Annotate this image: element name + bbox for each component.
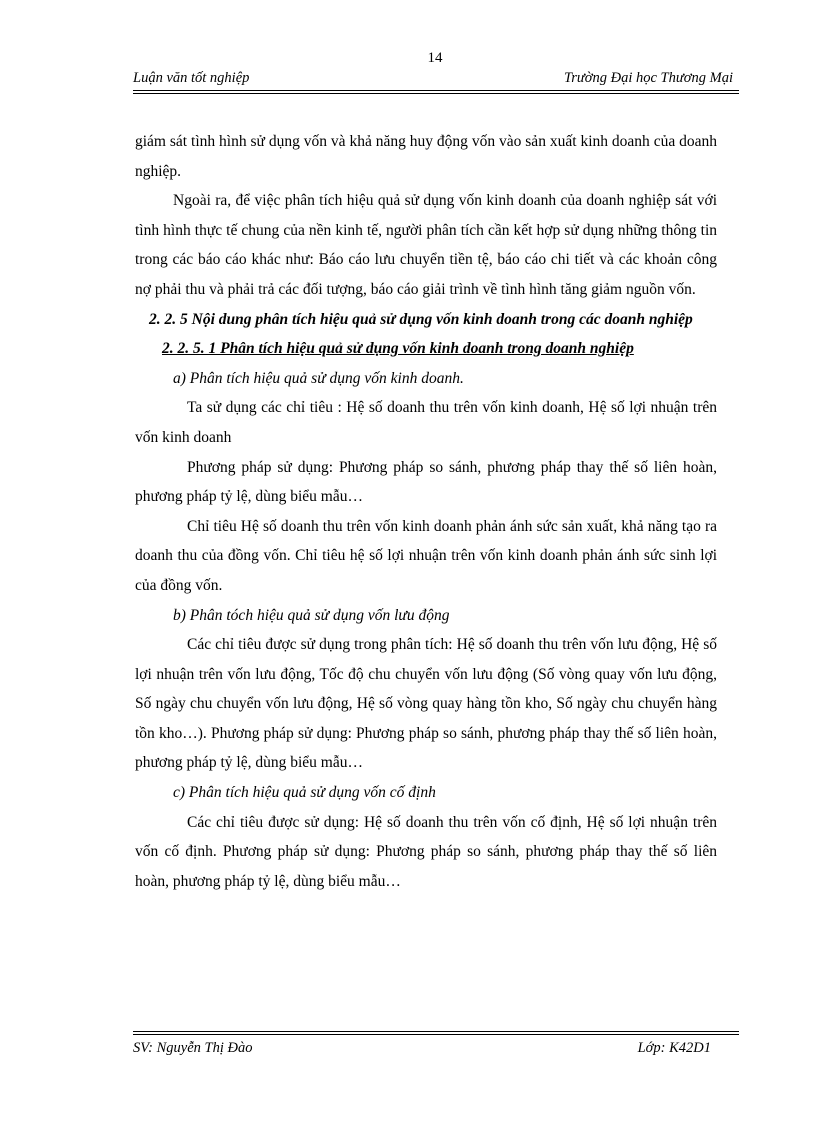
footer-student-name: SV: Nguyễn Thị Đào <box>133 1040 253 1056</box>
page-body <box>135 127 717 896</box>
header-university-name: Trường Đại học Thương Mại <box>563 70 733 86</box>
item-heading-a: a) Phân tích hiệu quả sử dụng vốn kinh doanh. <box>173 369 464 387</box>
paragraph: Ta sử dụng các chỉ tiêu : Hệ số doanh thu trên vốn kinh doanh, Hệ số lợi nhuận trên vốn kinh doanh <box>135 399 717 446</box>
subsection-heading: 2. 2. 5. 1 Phân tích hiệu quả sử dụng vốn kinh doanh trong doanh nghiệp <box>162 340 634 358</box>
paragraph: giám sát tình hình sử dụng vốn và khả năng huy động vốn vào sản xuất kinh doanh của doanh nghiệp. <box>135 133 717 180</box>
footer-class-code: Lớp: K42D1 <box>637 1040 711 1056</box>
page-header <box>133 70 737 88</box>
paragraph: Các chỉ tiêu được sử dụng: Hệ số doanh thu trên vốn cố định, Hệ số lợi nhuận trên vốn cố định. Phương pháp sử dụng: Phương pháp so sánh, phương pháp thay thế số liên hoàn, phương pháp tỷ lệ, dùng biểu mẫu… <box>135 813 717 890</box>
item-heading-c: c) Phân tích hiệu quả sử dụng vốn cố định <box>173 784 436 802</box>
section-heading: 2. 2. 5 Nội dung phân tích hiệu quả sử dụng vốn kinh doanh trong các doanh nghiệp <box>149 310 693 328</box>
page-number: 14 <box>427 50 443 66</box>
header-rule-bottom <box>133 93 739 94</box>
footer-rule-top <box>133 1031 739 1032</box>
paragraph: Chỉ tiêu Hệ số doanh thu trên vốn kinh doanh phản ánh sức sản xuất, khả năng tạo ra doanh thu của đồng vốn. Chỉ tiêu hệ số lợi nhuận trên vốn kinh doanh phản ánh sức sinh lợi của đồng vốn. <box>135 517 717 594</box>
paragraph: Các chỉ tiêu được sử dụng trong phân tích: Hệ số doanh thu trên vốn lưu động, Hệ số lợi nhuận trên vốn lưu động, Tốc độ chu chuyển vốn lưu động (Số vòng quay vốn lưu động, Số ngày chu chuyển vốn lưu động, Hệ số vòng quay hàng tồn kho, Số ngày chu chuyển hàng tồn kho…). Phương pháp sử dụng: Phương pháp so sánh, phương pháp thay thế số liên hoàn, phương pháp tỷ lệ, dùng biểu mẫu… <box>135 636 717 772</box>
item-heading-b: b) Phân tóch hiệu quả sử dụng vốn lưu động <box>173 606 450 624</box>
footer-rule-bottom <box>133 1034 739 1035</box>
header-thesis-label: Luận văn tốt nghiệp <box>133 70 250 86</box>
paragraph: Ngoài ra, để việc phân tích hiệu quả sử dụng vốn kinh doanh của doanh nghiệp sát với tình hình thực tế chung của nền kinh tế, người phân tích cần kết hợp sử dụng những thông tin trong các báo cáo khác như: Báo cáo lưu chuyển tiền tệ, báo cáo chi tiết và các khoản công nợ phải thu và phải trả các đối tượng, báo cáo giải trình về tình hình tăng giảm nguồn vốn. <box>135 192 717 298</box>
page-footer <box>133 1040 737 1058</box>
header-rule-top <box>133 90 739 91</box>
paragraph: Phương pháp sử dụng: Phương pháp so sánh, phương pháp thay thế số liên hoàn, phương pháp tỷ lệ, dùng biểu mẫu… <box>135 458 717 506</box>
